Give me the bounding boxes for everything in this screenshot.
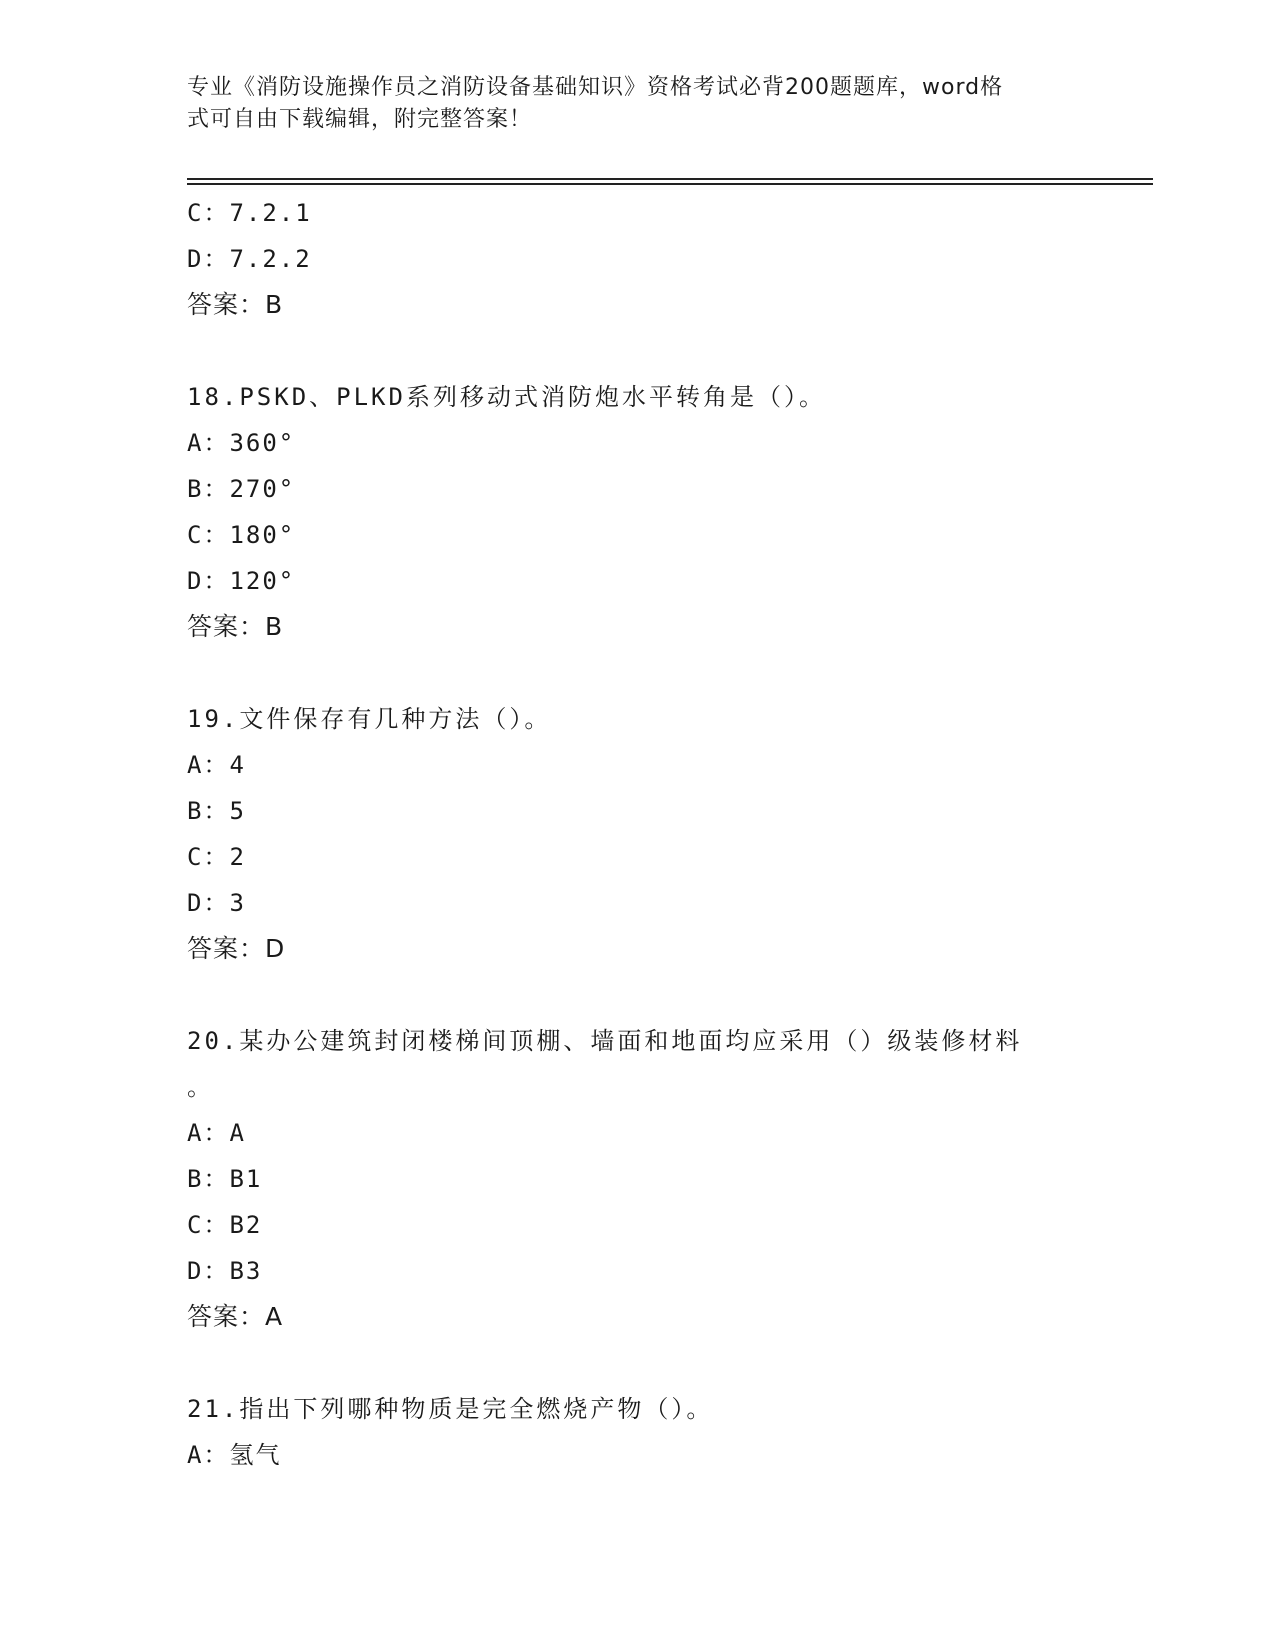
option-c: C：7.2.1 bbox=[187, 199, 312, 227]
option-c: C：2 bbox=[187, 843, 246, 871]
question-list bbox=[187, 190, 1087, 1478]
header-rule-bottom bbox=[187, 183, 1153, 185]
option-d: D：120° bbox=[187, 567, 296, 595]
question-block-18 bbox=[187, 374, 1087, 650]
option-a: A：360° bbox=[187, 429, 296, 457]
option-a: A：A bbox=[187, 1119, 246, 1147]
answer-line: 答案：A bbox=[187, 1302, 284, 1331]
option-b: B：270° bbox=[187, 475, 296, 503]
option-c: C：180° bbox=[187, 521, 296, 549]
answer-line: 答案：D bbox=[187, 934, 286, 963]
answer-line: 答案：B bbox=[187, 290, 284, 319]
option-a: A：氢气 bbox=[187, 1441, 282, 1469]
option-d: D：3 bbox=[187, 889, 246, 917]
question-text: 21.指出下列哪种物质是完全燃烧产物（）。 bbox=[187, 1395, 714, 1423]
spacer bbox=[187, 650, 1087, 696]
option-d: D：B3 bbox=[187, 1257, 263, 1285]
question-block-19 bbox=[187, 696, 1087, 972]
answer-line: 答案：B bbox=[187, 612, 284, 641]
spacer bbox=[187, 1340, 1087, 1386]
question-text: 20.某办公建筑封闭楼梯间顶棚、墙面和地面均应采用（）级装修材料 bbox=[187, 1027, 1023, 1055]
question-block-20 bbox=[187, 1018, 1087, 1340]
option-c: C：B2 bbox=[187, 1211, 263, 1239]
option-d: D：7.2.2 bbox=[187, 245, 312, 273]
question-text-continued: 。 bbox=[187, 1073, 213, 1101]
question-block-17 bbox=[187, 190, 1087, 328]
option-a: A：4 bbox=[187, 751, 246, 779]
question-text: 18.PSKD、PLKD系列移动式消防炮水平转角是（）。 bbox=[187, 383, 826, 411]
header-line-2: 式可自由下载编辑，附完整答案！ bbox=[187, 107, 533, 132]
option-b: B：B1 bbox=[187, 1165, 263, 1193]
question-block-21 bbox=[187, 1386, 1087, 1478]
header-rule-top bbox=[187, 178, 1153, 180]
header-line-1: 专业《消防设施操作员之消防设备基础知识》资格考试必背200题题库，word格 bbox=[187, 75, 1004, 100]
option-b: B：5 bbox=[187, 797, 246, 825]
question-text: 19.文件保存有几种方法（）。 bbox=[187, 705, 552, 733]
spacer bbox=[187, 328, 1087, 374]
spacer bbox=[187, 972, 1087, 1018]
document-header bbox=[187, 72, 1087, 136]
